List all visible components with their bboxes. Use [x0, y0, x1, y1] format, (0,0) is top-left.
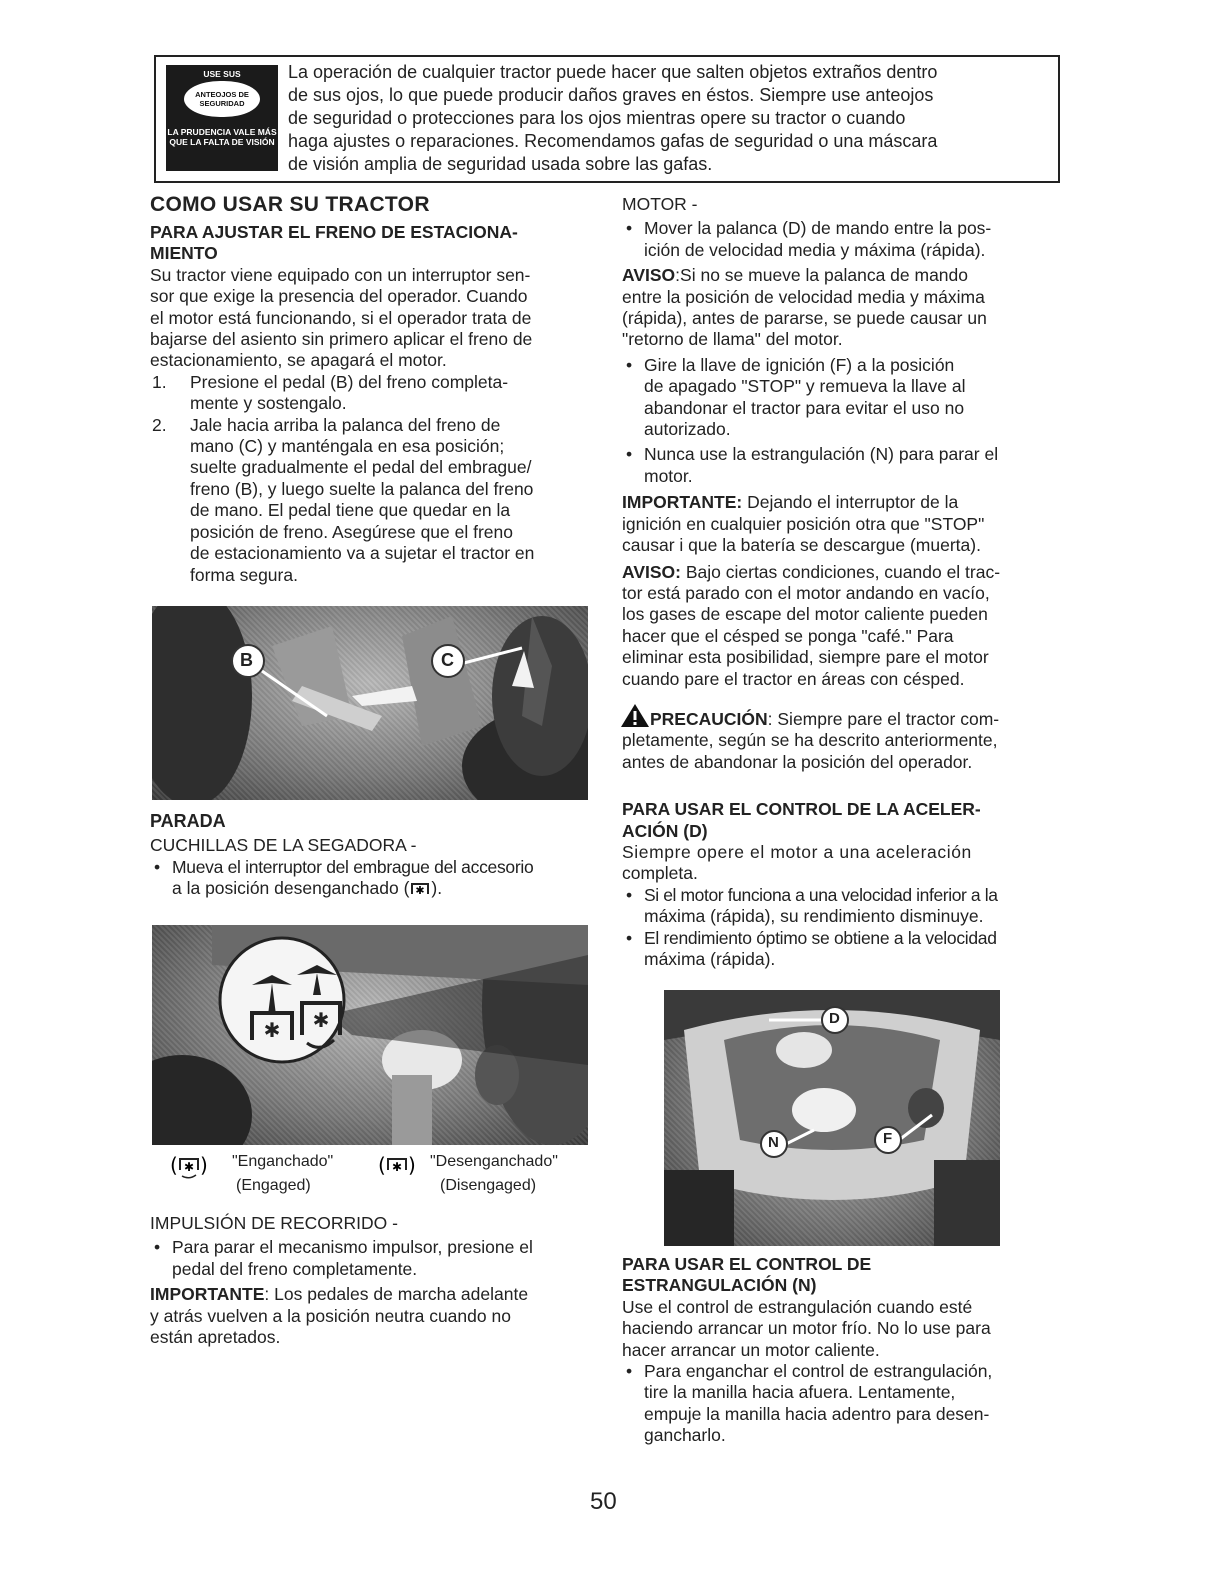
throttle-heading: PARA USAR EL CONTROL DE LA ACELER- ACIÓN (D)	[622, 799, 981, 841]
choke-heading-2: ESTRANGULACIÓN (N)	[622, 1275, 817, 1296]
svg-text:✱: ✱	[183, 1160, 195, 1174]
svg-text:(: (	[378, 1153, 386, 1177]
disengaged-label-en: (Disengaged)	[440, 1177, 537, 1194]
engaged-label-es: "Enganchado"	[232, 1153, 334, 1170]
safety-warning-box	[154, 55, 1060, 183]
drive-bullet: • Para parar el mecanismo impulsor, presione el pedal del freno completamente.	[154, 1237, 533, 1279]
warning-triangle-icon	[620, 702, 650, 728]
aviso-1: AVISO:Si no se mueve la palanca de mando entre la posición de velocidad media y máxima (rápida), antes de pararse, se puede causar un "retorno de llama" del motor.	[622, 265, 987, 350]
safety-glasses-badge	[166, 65, 278, 171]
throttle-bullet-2: • El rendimiento óptimo se obtiene a la velocidad máxima (rápida).	[626, 927, 997, 969]
motor-bullet-3: • Nunca use la estrangulación (N) para parar el motor.	[626, 444, 999, 486]
svg-text:✱: ✱	[391, 1160, 403, 1174]
left-column	[150, 192, 590, 586]
svg-text:✱: ✱	[312, 1010, 330, 1032]
pto-disengaged-icon	[409, 880, 431, 896]
stop-heading: PARADA	[150, 811, 226, 831]
badge-bottom-text: LA PRUDENCIA VALE MÁS QUE LA FALTA DE VISIÓN	[167, 127, 277, 147]
aviso-2: AVISO: Bajo ciertas condiciones, cuando el trac- tor está parado con el motor andando en vacío, los gases de escape del motor caliente pueden hacer que el césped se ponga "café." Para eliminar esta posibilidad, siempre pare el motor cuando pare el tractor en áreas con césped.	[622, 561, 1001, 689]
blades-bullet: • Mueva el interruptor del embrague del accesorio a la posición desenganchado ( ✱ ).	[154, 856, 534, 899]
choke-intro: Use el control de estrangulación cuando esté haciendo arrancar un motor frío. No lo use para hacer arrancar un motor caliente.	[622, 1296, 991, 1360]
brake-heading-1: PARA AJUSTAR EL FRENO DE ESTACIONA-	[150, 222, 518, 242]
pto-disengaged-legend-icon	[378, 1152, 418, 1180]
callout-b: B	[240, 650, 253, 670]
brake-pedal-photo	[152, 606, 588, 800]
svg-text:): )	[200, 1153, 208, 1177]
caution: PRECAUCIÓN: Siempre pare el tractor com- pletamente, según se ha descrito anteriormente, antes de abandonar la posición del operador.	[622, 702, 1060, 773]
pto-switch-photo	[152, 925, 588, 1145]
drive-important: IMPORTANTE: Los pedales de marcha adelante y atrás vuelven a la posición neutra cuando no están apretados.	[150, 1284, 529, 1348]
drive-section	[150, 1213, 590, 1348]
stop-section	[150, 811, 590, 900]
engaged-label-en: (Engaged)	[236, 1177, 311, 1194]
page-number: 50	[590, 1488, 617, 1515]
choke-bullet: • Para enganchar el control de estrangulación, tire la manilla hacia afuera. Lentamente, empuje la manilla hacia adentro para desen- gancharlo.	[626, 1361, 993, 1446]
pto-photo-drawing	[152, 925, 588, 1145]
controls-photo-drawing	[664, 990, 1000, 1246]
controls-photo	[664, 990, 1000, 1246]
callout-n: N	[768, 1134, 779, 1151]
motor-bullet-1: • Mover la palanca (D) de mando entre la pos- ición de velocidad media y máxima (rápida).	[626, 218, 992, 260]
brake-step-2: 2. Jale hacia arriba la palanca del freno de mano (C) y manténgala en esa posición; suelte gradualmente el pedal del embrague/ freno (B), y luego suelte la palanca del freno de mano. El pedal tiene que quedar en la posición de freno. Asegúrese que el freno de estacionamiento va a sujetar el tractor en forma segura.	[152, 414, 535, 585]
choke-section	[622, 1254, 1060, 1447]
motor-bullet-2: • Gire la llave de ignición (F) a la posición de apagado "STOP" y remueva la llave al abandonar el tractor para evitar el uso no autorizado.	[626, 354, 966, 440]
badge-top-text: USE SUS	[203, 69, 241, 79]
svg-text:(: (	[170, 1153, 178, 1177]
brake-heading-2: MIENTO	[150, 243, 218, 264]
callout-f: F	[883, 1130, 893, 1147]
motor-subheading: MOTOR -	[622, 194, 698, 214]
svg-text:): )	[408, 1153, 416, 1177]
disengaged-label-es: "Desenganchado"	[430, 1153, 558, 1170]
important-ignition: IMPORTANTE: Dejando el interruptor de la ignición en cualquier posición otra que "STOP" causar i que la batería se descargue (muerta).	[622, 492, 985, 556]
callout-c: C	[441, 650, 454, 670]
svg-text:✱: ✱	[263, 1020, 281, 1042]
badge-oval-text: ANTEOJOS DE SEGURIDAD	[184, 81, 260, 117]
brake-step-1: 1. Presione el pedal (B) del freno completa- mente y sostengalo.	[152, 371, 509, 414]
warning-text: La operación de cualquier tractor puede hacer que salten objetos extraños dentro de sus ojos, lo que puede producir daños graves en éstos. Siempre use anteojos de seguridad o protecciones para los ojos mientras opere su tractor o cuando haga ajustes o reparaciones. Recomendamos gafas de seguridad o una máscara de visión amplia de seguridad usada sobre las gafas.	[288, 62, 938, 174]
right-column	[622, 194, 1060, 970]
svg-text:✱: ✱	[415, 884, 426, 897]
pto-engaged-icon	[170, 1152, 210, 1180]
section-title: COMO USAR SU TRACTOR	[150, 193, 430, 216]
drive-subheading: IMPULSIÓN DE RECORRIDO -	[150, 1213, 398, 1233]
blades-subheading: CUCHILLAS DE LA SEGADORA -	[150, 835, 417, 856]
brake-intro: Su tractor viene equipado con un interruptor sen- sor que exige la presencia del operador. Cuando el motor está funcionando, si el operador trata de bajarse del asiento sin primero aplicar el freno de estacionamiento, se apagará el motor.	[150, 264, 533, 371]
brake-photo-drawing	[152, 606, 588, 800]
choke-heading-1: PARA USAR EL CONTROL DE	[622, 1254, 872, 1274]
throttle-intro: Siempre opere el motor a una aceleración completa.	[622, 841, 972, 884]
callout-d: D	[829, 1010, 840, 1027]
throttle-bullet-1: • Si el motor funciona a una velocidad inferior a la máxima (rápida), su rendimiento disminuye.	[626, 884, 998, 927]
